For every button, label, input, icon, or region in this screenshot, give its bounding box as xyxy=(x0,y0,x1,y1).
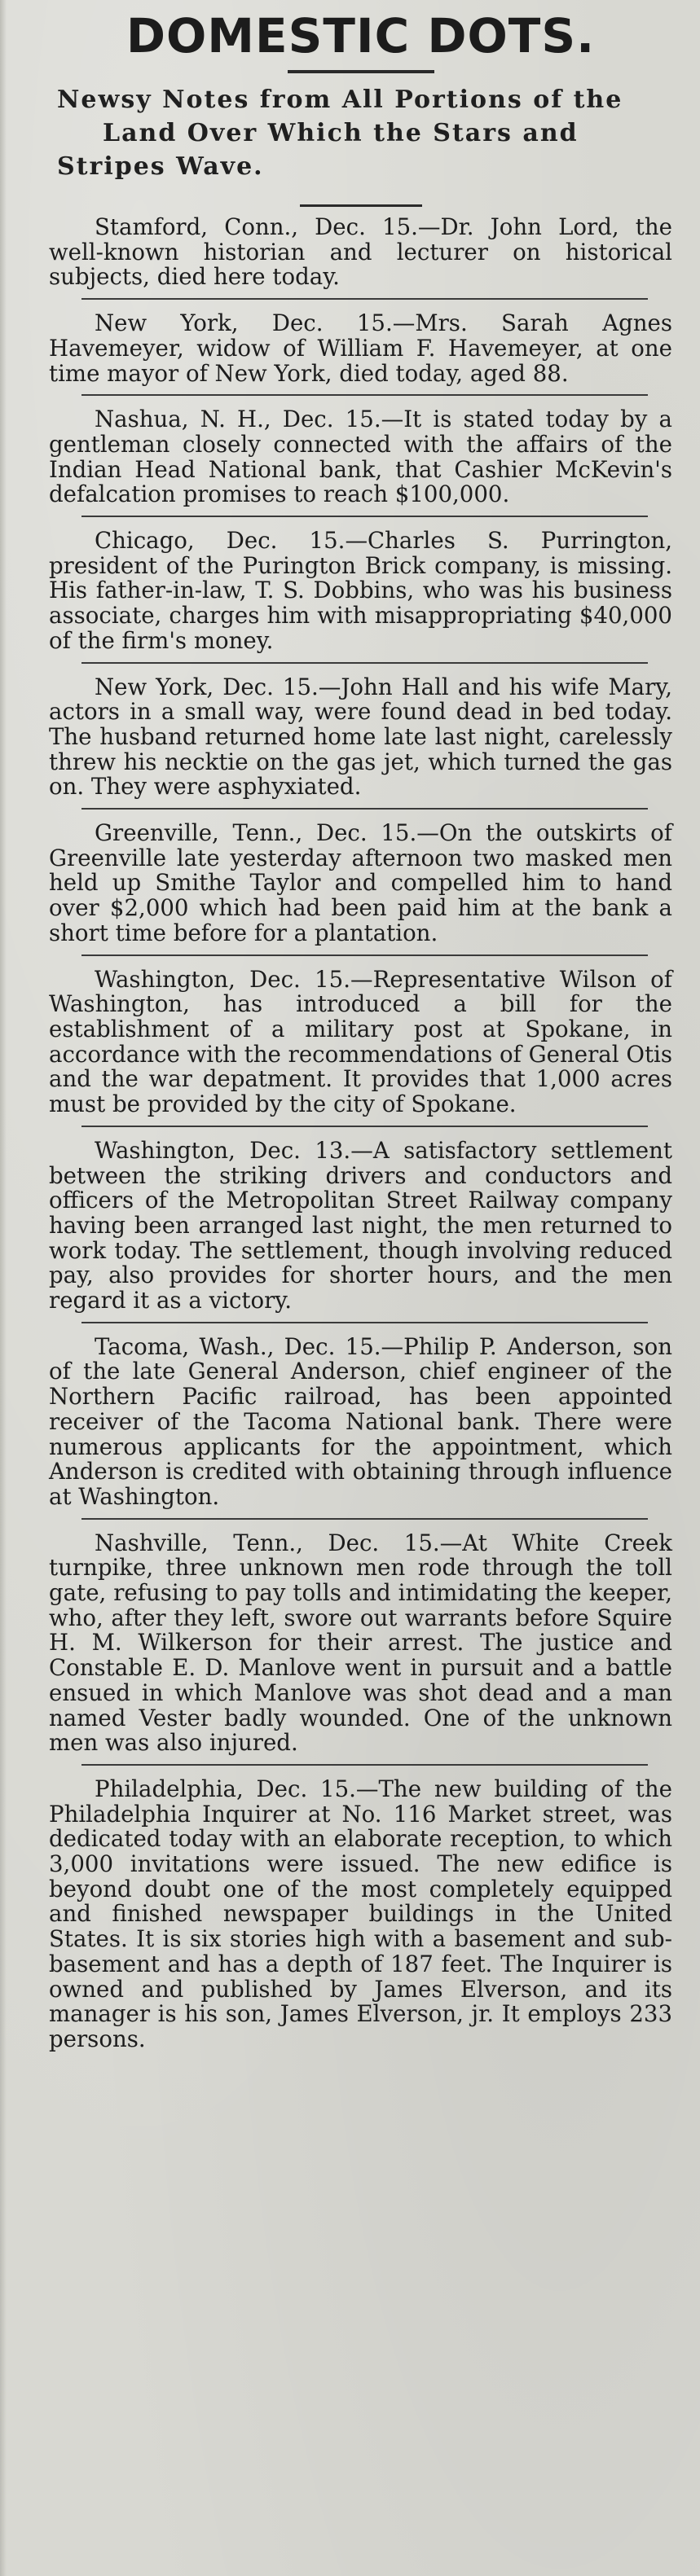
news-item xyxy=(49,308,672,386)
item-dateline: New York, Dec. 15. xyxy=(95,309,393,337)
news-item xyxy=(49,672,672,801)
item-dateline: New York, Dec. 15. xyxy=(95,673,319,700)
item-divider xyxy=(81,516,648,517)
item-divider xyxy=(81,954,648,956)
item-body: —Philip P. Anderson, son of the late General Anderson, chief engineer of the Northern Pacific railroad, has been appointed receiver of the Tacoma National bank. There were numerous applicants for the appointment, which Anderson is credited with obtaining through influence at Washington. xyxy=(49,1332,672,1510)
item-dateline: Stamford, Conn., Dec. 15. xyxy=(95,213,418,240)
news-item xyxy=(49,525,672,654)
item-dateline: Greenville, Tenn., Dec. 15. xyxy=(95,819,417,847)
item-dateline: Philadelphia, Dec. 15. xyxy=(95,1775,356,1802)
subheadline xyxy=(57,83,672,183)
item-divider xyxy=(81,808,648,810)
item-dateline: Washington, Dec. 15. xyxy=(95,965,350,993)
news-item xyxy=(49,1774,672,2052)
item-divider xyxy=(81,1518,648,1520)
item-divider xyxy=(81,1764,648,1766)
news-item xyxy=(49,1528,672,1756)
subhead-line-3: Stripes Wave. xyxy=(57,152,264,181)
subhead-line-1: Newsy Notes from All Portions of the xyxy=(57,86,623,114)
item-body: —It is stated today by a gentleman closely connected with the affairs of the Indian Head National bank, that Cashier McKevin's defalcation promises to reach $100,000. xyxy=(49,406,672,508)
news-item xyxy=(49,964,672,1117)
news-item xyxy=(49,1135,672,1314)
item-divider xyxy=(81,394,648,396)
item-divider xyxy=(81,662,648,664)
item-body: —Representative Wilson of Washington, has introduced a bill for the establishment of a military post at Spokane, in accordance with the recommendations of General Otis and the war depatment. It provides that 1,000 acres must be provided by the city of Spokane. xyxy=(49,965,673,1118)
item-dateline: Nashua, N. H., Dec. 15. xyxy=(95,406,381,433)
item-divider xyxy=(81,1126,648,1127)
headline-rule xyxy=(288,70,434,73)
item-body: —Dr. John Lord, the well-known historian and lecturer on historical subjects, died here today. xyxy=(49,213,672,291)
item-dateline: Washington, Dec. 13. xyxy=(95,1136,351,1164)
page-edge-shadow xyxy=(0,0,7,2576)
item-body: —A satisfactory settlement between the striking drivers and conductors and officers of the Metropolitan Street Railway company having been arranged last night, the men returned to work today. The settlement, though involving reduced pay, also provides for shorter hours, and the men regard it as a victory. xyxy=(49,1136,672,1314)
item-body: —Charles S. Purrington, president of the Purington Brick company, is missing. His father-in-law, T. S. Dobbins, who was his business associate, charges him with misappropriating $40,000 of the firm's money. xyxy=(49,527,672,654)
news-item xyxy=(49,1332,672,1510)
news-item xyxy=(49,404,672,507)
item-body: —Mrs. Sarah Agnes Havemeyer, widow of William F. Havemeyer, at one time mayor of New York, died today, aged 88. xyxy=(49,309,672,387)
item-divider xyxy=(81,298,648,300)
subhead-rule xyxy=(300,204,422,207)
news-item xyxy=(49,212,672,290)
item-dateline: Tacoma, Wash., Dec. 15. xyxy=(95,1332,381,1360)
news-item xyxy=(49,818,672,946)
headline: DOMESTIC DOTS. xyxy=(125,8,596,64)
item-dateline: Nashville, Tenn., Dec. 15. xyxy=(95,1529,440,1556)
item-dateline: Chicago, Dec. 15. xyxy=(95,527,346,555)
item-body: —The new building of the Philadelphia Inquirer at No. 116 Market street, was dedicated today with an elaborate reception, to which 3,000 invitations were issued. The new edifice is beyond doubt one of the most completely equipped and finished newspaper buildings in the United States. It is six stories high with a basement and sub-basement and has a depth of 187 feet. The Inquirer is owned and published by James Elverson, and its manager is his son, James Elverson, jr. It employs 233 persons. xyxy=(49,1775,672,2052)
item-body: —On the outskirts of Greenville late yesterday afternoon two masked men held up Smithe Taylor and compelled him to hand over $2,000 which had been paid him at the bank a short time before for a plantation. xyxy=(49,819,673,946)
item-divider xyxy=(81,1322,648,1323)
item-body: —At White Creek turnpike, three unknown men rode through the toll gate, refusing to pay tolls and intimidating the keeper, who, after they left, swore out warrants before Squire H. M. Wilkerson for their arrest. The justice and Constable E. D. Manlove went in pursuit and a battle ensued in which Manlove was shot dead and a man named Vester badly wounded. One of the unknown men was also injured. xyxy=(49,1529,672,1757)
subhead-line-2: Land Over Which the Stars and xyxy=(103,119,579,147)
item-body: —John Hall and his wife Mary, actors in a small way, were found dead in bed today. The husband returned home late last night, carelessly threw his necktie on the gas jet, which turned the gas on. They were asphyxiated. xyxy=(49,673,672,801)
news-items xyxy=(49,212,672,2052)
